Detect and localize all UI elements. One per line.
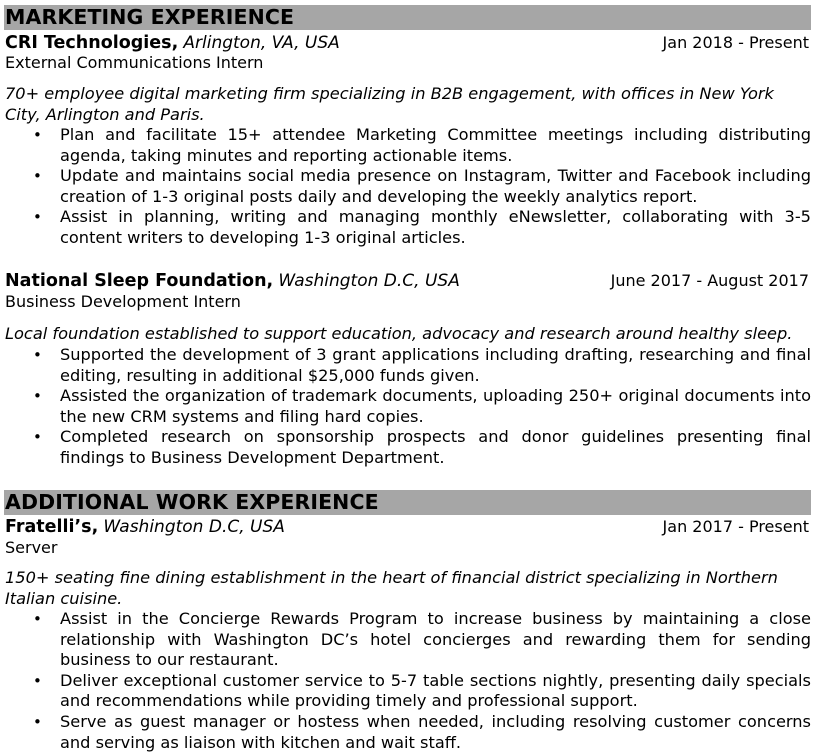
company-separator: , [266,271,274,291]
bullet-item: • Update and maintains social media presence on Instagram, Twitter and Facebook including creation of 1-3 original posts daily and developing the weekly analytics report. [0,166,811,207]
job-bullets [0,345,811,469]
job-role: Server [5,538,58,557]
job-header-fratellis [5,517,809,537]
bullet-item: • Completed research on sponsorship prospects and donor guidelines presenting final findings to Business Development Department. [0,427,811,468]
section-header-additional-work-experience: ADDITIONAL WORK EXPERIENCE [4,490,811,515]
company-name: CRI Technologies [5,33,172,53]
job-location: Washington D.C, USA [103,517,285,537]
company-separator: , [91,517,99,537]
bullet-item: • Assist in the Concierge Rewards Program to increase business by maintaining a close relationship with Washington DC’s hotel concierges and rewarding them for sending business to our restaurant. [0,609,811,671]
bullet-item: • Supported the development of 3 grant applications including drafting, researching and final editing, resulting in additional $25,000 funds given. [0,345,811,386]
job-role: External Communications Intern [5,53,264,72]
job-bullets [0,609,811,753]
job-bullets [0,125,811,249]
bullet-item: • Plan and facilitate 15+ attendee Marketing Committee meetings including distributing agenda, taking minutes and reporting actionable items. [0,125,811,166]
company-name: Fratelli’s [5,517,92,537]
job-dates: June 2017 - August 2017 [610,271,809,290]
bullet-item: • Serve as guest manager or hostess when needed, including resolving customer concerns and serving as liaison with kitchen and wait staff. [0,712,811,753]
company-name: National Sleep Foundation [5,271,267,291]
section-header-marketing-experience: MARKETING EXPERIENCE [4,5,811,30]
job-dates: Jan 2018 - Present [662,33,809,52]
job-description: 150+ seating fine dining establishment in the heart of financial district specializing in Northern Italian cuisine. [5,568,778,608]
job-role: Business Development Intern [5,292,241,311]
job-dates: Jan 2017 - Present [662,517,809,536]
job-location: Washington D.C, USA [278,271,460,291]
job-description: 70+ employee digital marketing firm specializing in B2B engagement, with offices in New York City, Arlington and Paris. [5,84,774,124]
job-location: Arlington, VA, USA [183,33,340,53]
bullet-item: • Assisted the organization of trademark documents, uploading 250+ original documents into the new CRM systems and filing hard copies. [0,386,811,427]
bullet-item: • Assist in planning, writing and managing monthly eNewsletter, collaborating with 3-5 content writers to developing 1-3 original articles. [0,207,811,248]
company-separator: , [171,33,179,53]
job-header-nsf [5,271,809,291]
job-description: Local foundation established to support education, advocacy and research around healthy sleep. [5,324,793,343]
bullet-item: • Deliver exceptional customer service to 5-7 table sections nightly, presenting daily specials and recommendations while providing timely and professional support. [0,671,811,712]
job-header-cri [5,33,809,53]
